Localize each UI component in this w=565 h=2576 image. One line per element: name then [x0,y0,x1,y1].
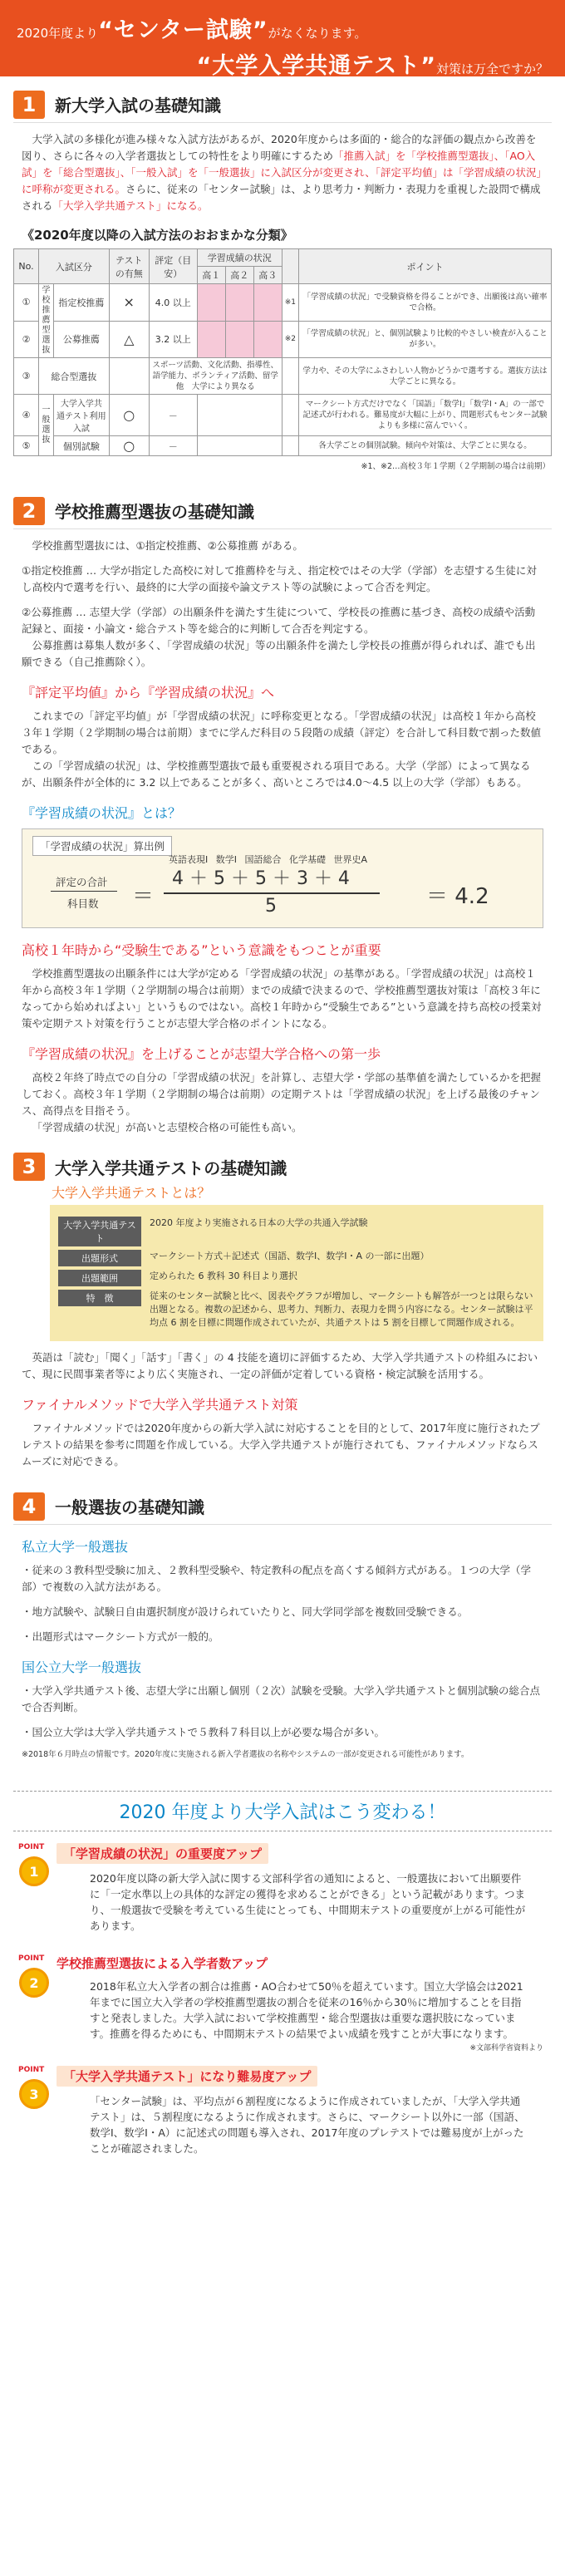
s2-text-7: 高校２年終了時点での自分の「学習成績の状況」を計算し、志望大学・学部の基準値を満たしているかを把握しておく。高校３年１学期（２学期制の場合は前期）の定期テストは「学習成績の状況」を上げる最後のチャンス、高得点を目指そう。 [22,1071,542,1117]
info-key: 出題範囲 [58,1270,141,1286]
cell-hyotei: 4.0 以上 [149,284,197,322]
s2-heading-4: 『学習成績の状況』を上げることが志望大学合格への第一歩 [22,1046,381,1062]
intro-highlight-2: 「大学入学共通テスト」になる。 [52,199,209,212]
hero-suffix: がなくなります。 [268,26,367,41]
th-no: No. [14,249,39,284]
section-4-heading [13,1488,552,1525]
cell-point: 各大学ごとの個別試験。傾向や対策は、大学ごとに異なる。 [299,436,552,456]
table-row [14,284,552,322]
common-test-info-box [50,1205,543,1341]
list-item: ・地方試験や、試験日自由選択制度が設けられていたりと、同大学同学部を複数回受験できる。 [22,1605,469,1618]
info-row [58,1250,535,1266]
formula-numerator: 4 ＋ 5 ＋ 5 ＋ 3 ＋ 4 [172,868,350,889]
point-badge [17,2066,52,2114]
cell-k3 [253,284,282,322]
th-k1: 高１ [197,267,225,284]
cell-k1 [197,284,225,322]
formula-equals: ＝ [132,884,155,909]
table-row [14,321,552,358]
change-body: 「センター試験」は、平均点が６割程度になるように作成されていましたが、「大学入学共通テスト」は、５割程度になるように作成されます。さらに、マークシート以外に一部（国語、数学Ⅰ、数学Ⅰ・A）に記述式の問題も導入され、2017年度のプレテストでは難易度が上がったことが確認されました。 [90,2095,525,2155]
cell-k1 [197,321,225,358]
info-key: 大学入学共通テスト [58,1217,141,1246]
info-row [58,1290,535,1330]
subject-label: 化学基礎 [289,854,326,865]
info-key: 出題形式 [58,1250,141,1266]
table-title: 《2020年度以降の入試方法のおおまかな分類》 [22,228,293,243]
s2-text-3: 公募推薦は募集人数が多く、「学習成績の状況」等の出願条件を満たし学校長の推薦が得られれば、誰でも出願できる（自己推薦除く）。 [22,639,536,668]
change-item-1 [13,1843,552,1943]
subject-label: 国語総合 [244,854,282,865]
th-hyotei: 評定（目安） [149,249,197,284]
cell-empty [197,395,282,436]
s3-subtitle: 大学入学共通テストとは？ [52,1185,211,1201]
s4-heading-2: 国公立大学一般選抜 [22,1659,142,1675]
th-kubun: 入試区分 [39,249,110,284]
s4-note: ※2018年６月時点の情報です。2020年度に実施される新入学者選抜の名称やシステムの一部が変更される可能性があります。 [22,1750,469,1759]
cell-no: ⑤ [14,436,39,456]
cell-point: 「学習成績の状況」で受験資格を得ることができ、出願後は高い確率で合格。 [299,284,552,322]
subject-label: 英語表現Ⅰ [169,854,209,865]
intro-highlight: 「推薦入試」を「学校推薦型選抜」、「AO入試」を「総合型選抜」、「一般入試」を「一般選抜」に入試区分が変更され、「評定平均値」は「学習成績の状況」に呼称が変更される。 [22,150,542,195]
cell-point: マークシート方式だけでなく「国語」「数学Ⅰ」「数学Ⅰ・A」の一部で記述式が行われる。難易度が大幅に上がり、問題形式もセンター試験よりも多様に富んでいく。 [299,395,552,436]
cell-mark: ※2 [282,321,298,358]
subject-label: 世界史A [333,854,368,865]
cell-mark [282,436,298,456]
s2-text-5: この「学習成績の状況」は、学校推薦型選抜で最も重要視される項目である。大学（学部）によって異なるが、出願条件が全体的に 3.2 以上であることが多く、高いところでは4.0～4.5 以上の大学（学部）もある。 [22,760,531,789]
info-value: マークシート方式＋記述式（国語、数学Ⅰ、数学Ⅰ・A の一部に出題） [150,1251,430,1261]
cell-hyotei: － [149,395,197,436]
cell-name: 総合型選抜 [39,358,110,395]
cell-test: × [109,284,149,322]
section-2-heading [13,493,552,529]
cell-mark: ※1 [282,284,298,322]
intro-text: 大学入試の多様化が進み様々な入試方法があるが、2020年度からは多面的・総合的な評価の観点から改善を図り、さらに各々の入学者選抜としての特性をより明確にするため [22,133,537,162]
point-number: 2 [19,1968,49,1998]
th-test: テストの有無 [109,249,149,284]
list-item: ・出題形式はマークシート方式が一般的。 [22,1630,219,1643]
section-3-heading [13,1153,552,1181]
formula-label-bottom: 科目数 [67,897,99,910]
subject-label: 数学Ⅰ [215,854,237,865]
section-number: 3 [13,1153,45,1181]
list-item: ・大学入学共通テスト後、志望大学に出願し個別（２次）試験を受験。大学入学共通テストと個別試験の総合点で合否判断。 [22,1684,541,1713]
s3-text-2: ファイナルメソッドでは2020年度からの新大学入試に対応することを目的として、2017年度に施行されたプレテストの結果を参考に問題を作成している。大学入学共通テストが施行されても、ファイナルメソッドならスムーズに対応できる。 [22,1422,540,1467]
ippan-label: 一般選抜 [39,395,54,456]
s2-text-4: これまでの「評定平均値」が「学習成績の状況」に呼称変更となる。「学習成績の状況」は高校１年から高校３年１学期（２学期制の場合は前期）までに学んだ科目の５段階の成績（評定）を合計して科目数で割った数値である。 [22,710,542,755]
hero-question: 対策は万全ですか？ [435,61,548,76]
section-number: 1 [13,91,45,119]
cell-k2 [225,284,253,322]
th-k3: 高３ [253,267,282,284]
info-key: 特 徴 [58,1290,141,1306]
cell-no: ① [14,284,39,322]
s2-text-1: ①指定校推薦 … 大学が指定した高校に対して推薦枠を与え、指定校ではその大学（学部）を志望する生徒に対し高校内で選考を行い、最終的に大学の面接や論文テスト等の試験によって合否を判定。 [22,564,537,593]
section-number: 4 [13,1492,45,1521]
section-title: 一般選抜の基礎知識 [55,1497,204,1517]
info-value: 2020 年度より実施される日本の大学の共通入学試験 [150,1217,368,1228]
section-title: 大学入学共通テストの基礎知識 [55,1158,287,1178]
cell-empty [197,436,282,456]
changes-heading: 2020 年度より大学入試はこう変わる！ [13,1791,552,1831]
cell-hyotei: － [149,436,197,456]
point-label: POINT [18,1954,45,1963]
cell-no: ④ [14,395,39,436]
formula-label-line [51,891,117,892]
th-k2: 高２ [225,267,253,284]
hero-line-2 [17,47,548,80]
cell-mark [282,395,298,436]
s2-text-6: 学校推薦型選抜の出願条件には大学が定める「学習成績の状況」の基準がある。「学習成績の状況」は高校１年から高校３年１学期（２学期制の場合は前期）までの成績で決まるので、学校推薦型選抜対策は「高校３年になってから始めればよい」というものではない。高校１年時から“受験生である”という意識を持ち高校の授業対策や定期テスト対策を行うことが志望大学合格のポイントになる。 [22,967,542,1030]
cell-test [109,358,149,395]
cell-hyotei: スポーツ活動、文化活動、指導性、語学能力、ボランティア活動、留学他 大学により異なる [149,358,282,395]
section-title: 学校推薦型選抜の基礎知識 [55,502,254,522]
s2-heading-2: 『学習成績の状況』とは？ [22,805,182,821]
point-number: 3 [19,2079,49,2109]
info-row [58,1217,535,1246]
point-number: 1 [19,1856,49,1886]
th-point: ポイント [299,249,552,284]
change-title: 「学習成績の状況」の重要度アップ [56,1843,268,1864]
cell-name: 大学入学共通テスト利用入試 [54,395,110,436]
cell-name: 指定校推薦 [54,284,110,322]
hero-line-1 [17,12,548,44]
formula-denominator: 5 [265,896,277,917]
formula-title: 「学習成績の状況」算出例 [32,836,172,856]
cell-no: ③ [14,358,39,395]
s3-text-1: 英語は「読む」「聞く」「話す」「書く」の 4 技能を適切に評価するため、大学入学共通テストの枠組みにおいて、現に民間事業者等により広く実施され、一定の評価が定着している資格・検定試験を活用する。 [22,1351,538,1380]
section-title: 新大学入試の基礎知識 [55,96,221,116]
admission-methods-table [13,248,552,456]
cell-k3 [253,321,282,358]
info-value: 定められた 6 教科 30 科目より選択 [150,1271,297,1281]
list-item: ・国公立大学は大学入学共通テストで５教科７科目以上が必要な場合が多い。 [22,1726,386,1738]
info-value: 従来のセンター試験と比べ、図表やグラフが増加し、マークシートも解答が一つとは限らない出題となる。複数の記述から、思考力、判断力、表現力を問う内容になる。センター試験は平均点 6 割を目標に問題作成されていたが、共通テストは 5 割を目標して問題作成される。 [150,1290,533,1328]
cell-name: 個別試験 [54,436,110,456]
change-title: 「大学入学共通テスト」になり難易度アップ [56,2066,317,2087]
cell-point: 学力や、その大学にふさわしい人物かどうかで選考する。選抜方法は大学ごとに異なる。 [299,358,552,395]
intro-text-2: さらに、従来の「センター試験」は、より思考力・判断力・表現力を重視した設問で構成される [22,183,541,212]
section-1-intro [22,131,543,214]
hero-center-exam: “センター試験” [98,17,268,43]
info-row [58,1270,535,1286]
th-gakushu: 学習成績の状況 [197,249,282,267]
table-row [14,358,552,395]
section-number: 2 [13,497,45,525]
s2-heading-3: 高校１年時から“受験生である”という意識をもつことが重要 [22,942,381,958]
change-body: 2018年私立大入学者の割合は推薦・AO合わせて50％を超えています。国立大学協会は2021年までに国立大入学者の学校推薦型選抜の割合を従来の16％から30％に増加することを目指すと発表しました。大学入試において学校推薦型・総合型選抜は重要な選択肢になっています。推薦を得るためにも、中間期末テストの結果でよい成績を残すことが大事になります。 [90,1980,523,2040]
point-badge [17,1954,52,2003]
point-badge [17,1843,52,1891]
table-row [14,395,552,436]
hero-common-test: “大学入学共通テスト” [196,53,436,79]
table-row [14,436,552,456]
table-note: ※1、※2…高校３年１学期（２学期制の場合は前期） [361,462,550,471]
group-label: 学校推薦型選抜 [39,284,54,358]
formula-result: ＝ 4.2 [426,884,489,909]
cell-mark [282,358,298,395]
cell-name: 公募推薦 [54,321,110,358]
cell-point: 「学習成績の状況」と、個別試験より比較的やさしい検査が入ることが多い。 [299,321,552,358]
th-mark [282,249,298,284]
cell-hyotei: 3.2 以上 [149,321,197,358]
change-item-2 [13,1954,552,2054]
cell-test: ○ [109,395,149,436]
point-label: POINT [18,1843,45,1851]
s2-heading-1: 『評定平均値』から『学習成績の状況』へ [22,685,275,701]
cell-no: ② [14,321,39,358]
change-title: 学校推薦型選抜による入学者数アップ [56,1956,268,1971]
hero-prefix: 2020年度より [17,26,99,41]
cell-test: ○ [109,436,149,456]
formula-fraction-line [164,892,380,894]
s2-text-2: ②公募推薦 … 志望大学（学部）の出願条件を満たす生徒について、学校長の推薦に基づき、高校の成績や活動記録と、面接・小論文・総合テスト等を総合的に判断して合否を判定する。 [22,606,536,635]
s2-text-0: 学校推薦型選抜には、①指定校推薦、②公募推薦 がある。 [32,539,303,552]
change-body: 2020年度以降の新大学入試に関する文部科学省の通知によると、一般選抜において出願要件に「一定水準以上の具体的な評定の獲得を求めることができる」という記載があります。つまり、一般選抜で受験を考えている生徒にとっても、中間期末テストの重要度が上がる可能性があります。 [90,1872,526,1932]
hero-banner [0,0,565,79]
section-1-heading [13,86,552,123]
list-item: ・従来の３教科型受験に加え、２教科型受験や、特定教科の配点を高くする傾斜方式がある。１つの大学（学部）で複数の入試方法がある。 [22,1564,532,1593]
s2-text-8: 「学習成績の状況」が高いと志望校合格の可能性も高い。 [32,1121,302,1133]
point-label: POINT [18,2066,45,2074]
s3-heading-1: ファイナルメソッドで大学入学共通テスト対策 [22,1397,298,1413]
cell-test: △ [109,321,149,358]
cell-k2 [225,321,253,358]
formula-box [22,828,543,928]
change-item-3 [13,2066,552,2166]
formula-label-top: 評定の合計 [56,876,108,888]
s4-heading-1: 私立大学一般選抜 [22,1539,129,1555]
source-note: ※文部科学省資料より [469,2044,543,2052]
